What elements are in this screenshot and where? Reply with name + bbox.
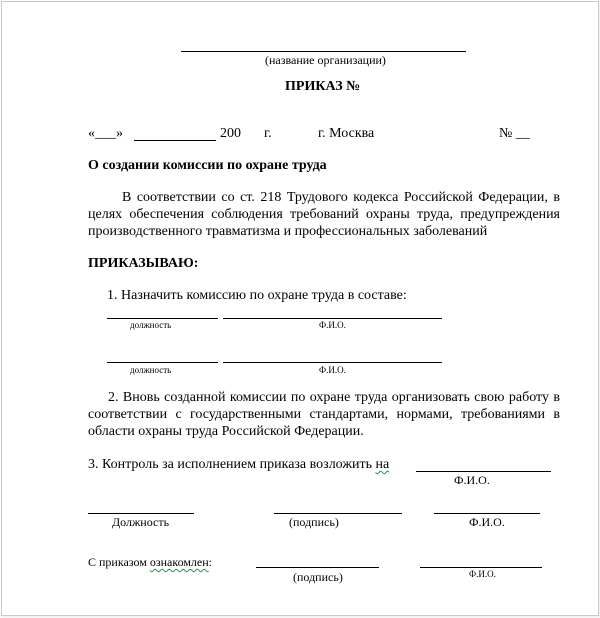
member-2-position-label: должность — [130, 365, 172, 375]
signature-position-line — [88, 513, 194, 514]
signature-name-label: Ф.И.О. — [469, 515, 505, 529]
acknowledgement-prefix: С приказом — [88, 555, 150, 569]
date-month-line — [134, 140, 216, 141]
signature-name-line — [434, 513, 540, 514]
date-day — [88, 126, 123, 142]
acknowledgement-name-line — [420, 567, 542, 568]
order-word: ПРИКАЗЫВАЮ: — [88, 256, 199, 271]
item-3-name-line — [416, 471, 551, 472]
item-3-text: 3. Контроль за исполнением приказа возложить — [88, 457, 376, 472]
order-number: № __ — [499, 126, 530, 141]
acknowledgement-suffix: : — [208, 555, 213, 569]
item-2-paragraph: 2. Вновь созданной комиссии по охране труда организовать свою работу в соответствии с государственными стандартами, нормами, требованиями в области охраны труда Российской Федерации. — [88, 390, 560, 439]
signature-label: (подпись) — [289, 515, 339, 529]
member-1-name-label: Ф.И.О. — [319, 320, 346, 330]
member-2-position-line — [107, 362, 218, 363]
date-year-suffix: г. — [264, 126, 272, 141]
document-page — [1, 1, 599, 616]
city: г. Москва — [318, 126, 375, 141]
acknowledgement-wavy-word: ознакомлен — [149, 555, 209, 569]
date-close-quote: » — [116, 126, 123, 141]
date-year: 200 — [220, 126, 241, 141]
signature-position-label: Должность — [112, 515, 170, 529]
acknowledgement-signature-line — [256, 567, 379, 568]
member-1-position-label: должность — [130, 320, 172, 330]
order-title: ПРИКАЗ № — [285, 79, 361, 94]
member-1-position-line — [107, 318, 218, 319]
signature-line — [274, 513, 402, 514]
acknowledgement-name-label: Ф.И.О. — [469, 569, 496, 579]
organization-name-line — [181, 51, 466, 52]
organization-caption: (название организации) — [265, 53, 386, 67]
member-2-name-line — [223, 362, 442, 363]
preamble-paragraph: В соответствии со ст. 218 Трудового кодекса Российской Федерации, в целях обеспечения соблюдения требований охраны труда, предупреждения производственного травматизма и профессиональных заболеваний — [88, 190, 560, 239]
item-3-wavy-word: на — [375, 457, 390, 472]
item-3-name-label: Ф.И.О. — [454, 473, 490, 487]
acknowledgement-label — [88, 555, 212, 570]
member-1-name-line — [223, 318, 442, 319]
item-3 — [88, 457, 389, 473]
item-1: 1. Назначить комиссию по охране труда в составе: — [107, 288, 407, 303]
order-subject: О создании комиссии по охране труда — [88, 158, 327, 173]
acknowledgement-signature-label: (подпись) — [293, 570, 343, 584]
date-day-blank: ___ — [95, 126, 116, 141]
date-open-quote: « — [88, 126, 95, 141]
member-2-name-label: Ф.И.О. — [319, 365, 346, 375]
